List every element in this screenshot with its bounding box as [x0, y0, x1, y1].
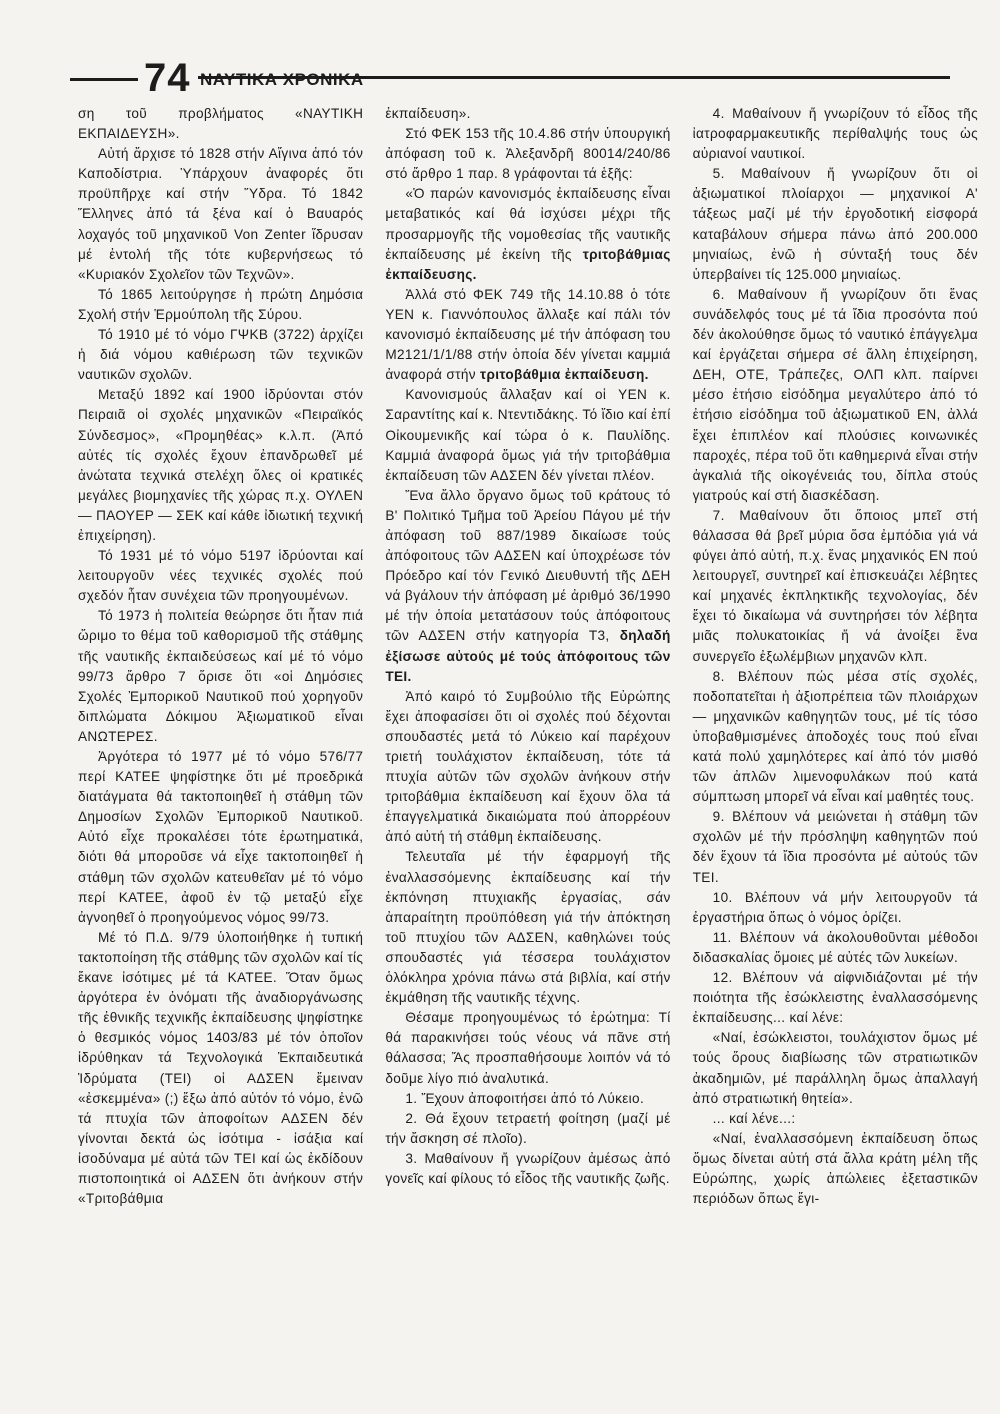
paragraph-text: 6. Μαθαίνουν ἤ γνωρίζουν ὅτι ἕνας συνάδελφός τους μέ τά ἴδια προσόντα πού δέν ἀκολούθησε ὅμως τό ναυτικό ἐπάγγελμα καί ἐργάζεται σήμερα σέ ἄλλη ἐπιχείρηση, ΔΕΗ, ΟΤΕ, Τράπεζες, ΟΛΠ κλπ. παίρνει μέσο ἐτήσιο εἰσόδημα μεγαλύτερο ἀπό τό ἐτήσιο εἰσόδημα τοῦ ἀξιωματικοῦ ΕΝ, ἀλλά ἔχει ἐπιπλέον καί πλούσιες κοινωνικές παροχές, πέρα τοῦ ὅτι καθημερινά εἶναι στήν ἀγκαλιά τῆς οἰκογένειάς του, δίπλα στούς γιατρούς καί στή διασκέδαση. — [692, 286, 978, 503]
paragraph-text: «Ναί, ἐσώκλειστοι, τουλάχιστον ὅμως μέ τούς ὅρους διαβίωσης τῶν στρατιωτικῶν ἀκαδημιῶν, μέ παράλληλη ὅμως ἀπαλλαγή ἀπό στρατιωτική θητεία». — [692, 1030, 978, 1106]
paragraph — [78, 747, 363, 928]
bold-emphasis: τριτοβάθμιας ἐκπαίδευσης. — [385, 246, 671, 282]
paragraph-text: Τελευταῖα μέ τήν ἐφαρμογή τῆς ἐναλλασσόμενης ἐκπαίδευσης καί τήν ἐκπόνηση πτυχιακῆς ἐργασίας, σάν ἀπαραίτητη προϋπόθεση γιά τήν ἀπόκτηση τοῦ πτυχίου τῶν ΑΔΣΕΝ, καθηλώνει τούς σπουδαστές γιά τέσσερα τουλάχιστον ὁλόκληρα χρόνια πάνω στά βιβλία, καί στήν ἐκμάθηση τῆς ναυτικῆς τέχνης. — [385, 849, 671, 1006]
paragraph — [693, 807, 978, 887]
paragraph-text: ἐκπαίδευση». — [385, 106, 471, 121]
paragraph-text: 9. Βλέπουν νά μειώνεται ἡ στάθμη τῶν σχολῶν μέ τήν πρόσληψη καθηγητῶν πού δέν ἔχουν τά ἴδια προσόντα μέ αὐτούς τῶν ΤΕΙ. — [692, 809, 978, 885]
paragraph — [385, 385, 670, 485]
paragraph-text: Ἀργότερα τό 1977 μέ τό νόμο 576/77 περί ΚΑΤΕΕ ψηφίστηκε ὅτι μέ προεδρικά διατάγματα θά τακτοποιηθεῖ ἡ στάθμη τῶν Δημοσίων Σχολῶν Ἐμπορικοῦ Ναυτικοῦ. Αὐτό εἶχε προκαλέσει τότε ἐρωτηματικά, διότι θά μποροῦσε νά εἶχε τακτοποιηθεῖ ἡ στάθμη τῶν σχολῶν κατευθεῖαν μέ τό νόμο περί ΚΑΤΕΕ, ἀφοῦ ἐν τῷ μεταξύ εἶχε ἀγνοηθεῖ ὁ προηγούμενος νόμος 99/73. — [78, 749, 364, 925]
paragraph — [385, 124, 670, 184]
paragraph — [385, 1008, 670, 1088]
paragraph — [693, 506, 978, 667]
paragraph — [385, 1109, 670, 1149]
header-rule-left — [70, 78, 138, 81]
paragraph-text: 7. Μαθαίνουν ὅτι ὅποιος μπεῖ στή θάλασσα θά βρεῖ μύρια ὅσα ἐμπόδια γιά νά φύγει ἀπό αὐτή, π.χ. ἕνας μηχανικός ΕΝ πού λειτουργεῖ, συντηρεῖ καί ἐπισκευάζει λέβητες καί μηχανές ἐκπληκτικῆς τεχνολογίας, δέν ἔχει τό δικαίωμα νά συντηρήσει τόν λέβητα μιᾶς πολυκατοικίας ἤ νά ἀνοίξει ἕνα συνεργεῖο ἐξωλέμβιων μηχανῶν κλπ. — [692, 507, 978, 664]
paragraph — [78, 285, 363, 325]
paragraph — [693, 667, 978, 808]
paragraph — [78, 325, 363, 385]
paragraph-text: «Ὁ παρών κανονισμός ἐκπαίδευσης εἶναι μεταβατικός καί θά ἰσχύσει μέχρι τῆς προσαρμογῆς τῆς νομοθεσίας τῆς ναυτικῆς ἐκπαίδευσης μέ ἐκείνη τῆς — [385, 186, 671, 262]
paragraph-text: Μεταξύ 1892 καί 1900 ἱδρύονται στόν Πειραιᾶ οἱ σχολές μηχανικῶν «Πειραϊκός Σύνδεσμος», «Προμηθέας» κ.λ.π. (Ἀπό αὐτές τίς σχολές ἔχουν ἐπανδρωθεῖ μέ ἀνώτατα τεχνικά στελέχη ὅλες οἱ κρατικές μεγάλες βιομηχανίες τῆς χώρας π.χ. ΟΥΛΕΝ — ΠΑΟΥΕΡ — ΣΕΚ καί κάθε ἰδιωτική τεχνική ἐπιχείρηση). — [78, 387, 364, 543]
paragraph — [385, 486, 670, 687]
paragraph-text: Τό 1973 ἡ πολιτεία θεώρησε ὅτι ἦταν πιά ὥριμο το θέμα τοῦ καθορισμοῦ τῆς στάθμης τῆς ναυτικῆς ἐκπαιδεύσεως καί μέ τό νόμο 99/73 ἄρθρο 7 ὅρισε ὅτι «οἱ Δημόσιες Σχολές Ἐμπορικοῦ Ναυτικοῦ πού χορηγοῦν διπλώματα Δόκιμου Ἀξιωματικοῦ εἶναι ΑΝΩΤΕΡΕΣ. — [78, 608, 364, 744]
paragraph — [693, 888, 978, 928]
bold-emphasis: δηλαδή ἐξίσωσε αὐτούς μέ τούς ἀπόφοιτους τῶν ΤΕΙ. — [385, 628, 671, 684]
column-2 — [385, 104, 670, 1394]
paragraph — [78, 606, 363, 747]
paragraph-text: 1. Ἔχουν ἀποφοιτήσει ἀπό τό Λύκειο. — [405, 1090, 645, 1106]
paragraph-text: Αὐτή ἄρχισε τό 1828 στήν Αἴγινα ἀπό τόν Καποδίστρια. Ὑπάρχουν ἀναφορές ὅτι προϋπῆρχε καί στήν Ὕδρα. Τό 1842 Ἕλληνες ἀπό τά ξένα καί ὁ Βαυαρός λοχαγός τοῦ μηχανικοῦ Von Zenter ἵδρυσαν μέ ἐντολή τῆς τότε κυβερνήσεως τό «Κυριακόν Σχολεῖον τῶν Τεχνῶν». — [78, 146, 364, 282]
paragraph-text: 2. Θά ἔχουν τετραετή φοίτηση (μαζί μέ τήν ἄσκηση σέ πλοῖο). — [385, 1110, 671, 1146]
paragraph-text: ... καί λένε...: — [712, 1110, 796, 1126]
article-body — [78, 104, 978, 1394]
paragraph — [78, 928, 363, 1209]
column-3 — [693, 104, 978, 1394]
page-header — [70, 56, 950, 100]
paragraph-text: 5. Μαθαίνουν ἤ γνωρίζουν ὅτι οἱ ἀξιωματικοί πλοίαρχοι — μηχανικοί Α' τάξεως μαζί μέ τήν ἐργοδοτική εἰσφορά καταβάλουν σήμερα πάνω ἀπό 200.000 μηνιαίως, ἐνῶ ἡ σύνταξή τους δέν ὑπερβαίνει τίς 125.000 μηνιαίως. — [692, 166, 978, 282]
paragraph-text: ση τοῦ προβλήματος «ΝΑΥΤΙΚΗ ΕΚΠΑΙΔΕΥΣΗ». — [78, 106, 364, 142]
paragraph-text: 8. Βλέπουν πώς μέσα στίς σχολές, ποδοπατεῖται ἡ ἀξιοπρέπεια τῶν πλοιάρχων — μηχανικῶν καθηγητῶν τους, μέ τίς τόσο ὑποβαθμισμένες ἀποδοχές τους πού εἶναι κατά πολύ χαμηλότερες καί ἀπό τόν μισθό τῶν ἀπλῶν λιμενοφυλάκων πού κατά σύμπτωση μπορεῖ νά εἶναι καί μαθητές τους. — [692, 668, 978, 805]
paragraph-text: Μέ τό Π.Δ. 9/79 ὑλοποιήθηκε ἡ τυπική τακτοποίηση τῆς στάθμης τῶν σχολῶν καί τίς ἔκανε ἰσότιμες μέ τά ΚΑΤΕΕ. Ὅταν ὅμως ἀργότερα ἐν ὀνόματι τῆς ἀναδιοργάνωσης τῆς ἐθνικῆς τεχνικῆς ἐκπαίδευσης ψηφίστηκε ὁ θεσμικός νόμος 1403/83 μέ τόν ὁποῖον ἱδρύθηκαν τά Τεχνολογικά Ἐκπαιδευτικά Ἱδρύματα (ΤΕΙ) οἱ ΑΔΣΕΝ ἔμειναν «ἐσκεμμένα» (;) ἔξω ἀπό αὐτόν τό νόμο, ἐνῶ τά πτυχία τῶν ἀποφοίτων ΑΔΣΕΝ δέν γίνονται δεκτά ὡς ἰσότιμα - ἰσάξια καί ἰσοδύναμα μέ αὐτά τῶν ΤΕΙ καί ὡς ἐκδίδουν πιστοποιητικά οἱ ΑΔΣΕΝ ὅτι ἀνήκουν στήν «Τριτοβάθμια — [78, 929, 364, 1207]
paragraph-text: 11. Βλέπουν νά ἀκολουθοῦνται μέθοδοι διδασκαλίας ὅμοιες μέ αὐτές τῶν λυκείων. — [692, 929, 978, 965]
paragraph — [78, 385, 363, 546]
paragraph-text: Στό ΦΕΚ 153 τῆς 10.4.86 στήν ὑπουργική ἀπόφαση τοῦ κ. Ἀλεξανδρῆ 80014/240/86 στό ἄρθρο 1 παρ. 8 γράφονται τά ἑξῆς: — [385, 126, 671, 182]
paragraph — [693, 104, 978, 164]
paragraph — [693, 1028, 978, 1108]
paragraph-text: Ἀπό καιρό τό Συμβούλιο τῆς Εὐρώπης ἔχει ἀποφασίσει ὅτι οἱ σχολές πού δέχονται σπουδαστές μετά τό Λύκειο καί παρέχουν τριετή τουλάχιστον ἐκπαίδευση, τότε τά πτυχία αὐτῶν τῶν σχολῶν ἀνήκουν στήν τριτοβάθμια ἐκπαίδευση καί ἔχουν ὅλα τά ἐπαγγελματικά δικαιώματα πού ἀπορρέουν ἀπό αὐτή τή στάθμη ἐκπαίδευσης. — [385, 688, 671, 845]
paragraph-text: Τό 1865 λειτούργησε ἡ πρώτη Δημόσια Σχολή στήν Ἑρμούπολη τῆς Σύρου. — [78, 286, 364, 322]
paragraph-text: Ἀλλά στό ΦΕΚ 749 τῆς 14.10.88 ὁ τότε ΥΕΝ κ. Γιαννόπουλος ἄλλαξε καί πάλι τόν κανονισμό ἐκπαίδευσης μέ τήν ἀπόφαση του Μ2121/1/1/88 στήν ὁποία δέν γίνεται καμμιά ἀναφορά στήν — [385, 286, 671, 383]
paragraph — [693, 164, 978, 285]
paragraph — [693, 1109, 978, 1129]
paragraph — [385, 1089, 670, 1109]
paragraph-text: 10. Βλέπουν νά μήν λειτουργοῦν τά ἐργαστήρια ὅπως ὁ νόμος ὁρίζει. — [692, 889, 978, 925]
paragraph-text: Θέσαμε προηγουμένως τό ἐρώτημα: Τί θά παρακινήσει τούς νέους νά πᾶνε στή θάλασσα; Ἄς προσπαθήσουμε λοιπόν νά τό δοῦμε λίγο πιό ἀναλυτικά. — [385, 1010, 671, 1086]
paragraph — [385, 285, 670, 385]
paragraph — [693, 1129, 978, 1209]
magazine-title: ΝΑΥΤΙΚΑ ΧΡΟΝΙΚΑ — [200, 70, 364, 89]
paragraph-text: Κανονισμούς ἄλλαξαν καί οἱ ΥΕΝ κ. Σαραντίτης καί κ. Ντεντιδάκης. Τό ἴδιο καί ἐπί Οἰκουμενικῆς καί τώρα ὁ κ. Παυλίδης. Καμμιά ἀναφορά ὅμως γιά τήν τριτοβάθμια ἐκπαίδευση τῶν ΑΔΣΕΝ δέν γίνεται πλέον. — [385, 387, 671, 483]
bold-emphasis: τριτοβάθμια ἐκπαίδευση. — [480, 367, 649, 383]
paragraph-text: 3. Μαθαίνουν ἤ γνωρίζουν ἀμέσως ἀπό γονεῖς καί φίλους τό εἶδος τῆς ναυτικῆς ζωῆς. — [385, 1150, 671, 1186]
paragraph — [385, 687, 670, 848]
paragraph — [385, 1149, 670, 1189]
paragraph — [385, 104, 670, 124]
paragraph — [385, 184, 670, 284]
paragraph — [693, 968, 978, 1028]
page-number: 74 — [144, 56, 191, 100]
paragraph — [693, 285, 978, 506]
paragraph-text: Τό 1931 μέ τό νόμο 5197 ἱδρύονται καί λειτουργοῦν νέες τεχνικές σχολές πού σχεδόν ἦταν συνέχεια τῶν προηγουμένων. — [78, 548, 364, 604]
paragraph-text: 12. Βλέπουν νά αἰφνιδιάζονται μέ τήν ποιότητα τῆς ἐσώκλειστης ἐναλλασσόμενης ἐκπαίδευσης... καί λένε: — [692, 970, 978, 1026]
paragraph — [385, 847, 670, 1008]
paragraph — [78, 144, 363, 285]
paragraph-text: Τό 1910 μέ τό νόμο ΓΨΚΒ (3722) ἀρχίζει ἡ διά νόμου καθιέρωση τῶν τεχνικῶν ναυτικῶν σχολῶν. — [78, 327, 364, 383]
paragraph-text: Ἕνα ἄλλο ὄργανο ὅμως τοῦ κράτους τό Β' Πολιτικό Τμῆμα τοῦ Ἀρείου Πάγου μέ τήν ἀπόφαση τοῦ 887/1989 δικαίωσε τούς ἀπόφοιτους τῶν ΑΔΣΕΝ καί ὑποχρέωσε τόν Πρόεδρο καί τόν Γενικό Διευθυντή τῆς ΔΕΗ νά βγάλουν τήν ἀπόφαση μέ ἀριθμό 36/1990 μέ τήν ὁποία μετατάσουν τούς ἀπόφοιτους τῶν ΑΔΣΕΝ στήν κατηγορία Τ3, — [385, 487, 671, 644]
paragraph-text: 4. Μαθαίνουν ἤ γνωρίζουν τό εἶδος τῆς ἰατροφαρμακευτικῆς περίθαλψής τους ὡς αὐριανοί ναυτικοί. — [692, 106, 978, 162]
paragraph — [78, 104, 363, 144]
paragraph — [693, 928, 978, 968]
column-1 — [78, 104, 363, 1394]
paragraph — [78, 546, 363, 606]
paragraph-text: «Ναί, ἐναλλασσόμενη ἐκπαίδευση ὅπως ὅμως δίνεται αὐτή στά ἄλλα κράτη μέλη τῆς Εὐρώπης, χωρίς ἀπώλειες ἐξεταστικῶν περιόδων ὅπως ἔγι- — [692, 1130, 978, 1207]
